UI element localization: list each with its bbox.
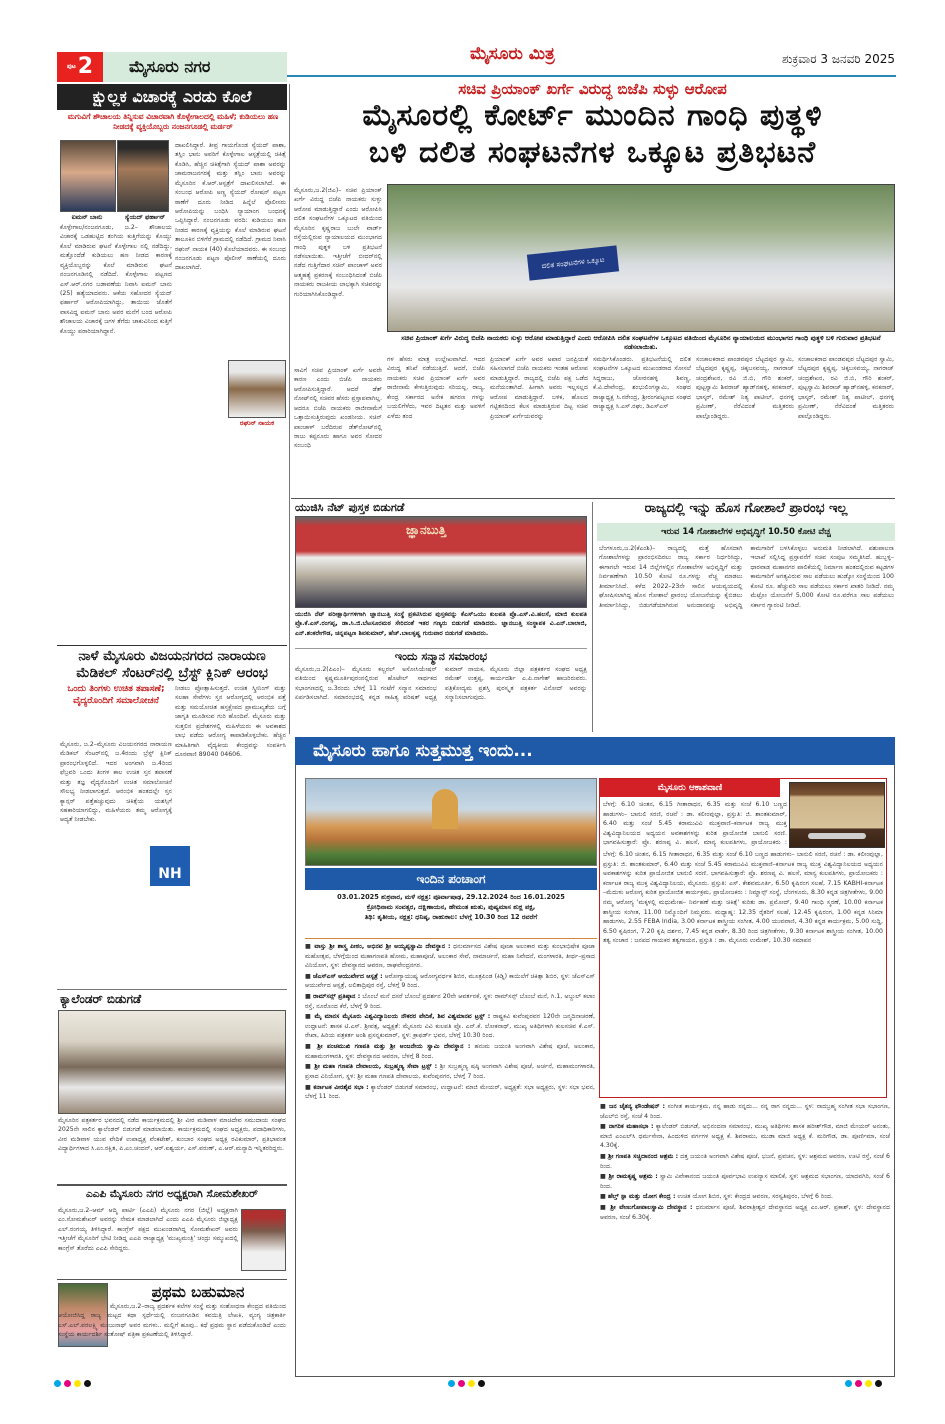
story-headline-first-prize: ಪ್ರಥಮ ಬಹುಮಾನ (151, 1283, 245, 1301)
protest-banner: ದಲಿತ ಸಂಘಟನೆಗಳ ಒಕ್ಕೂಟ (527, 245, 619, 280)
lead-story-body-col: ಸಂಚಾಲಕರಾದ ಪಾಂಡವಪುರ ಬೆಟ್ಟದಪುರ ಸ್ವಾಮಿ, ಬೆಟ್ಟದಪುರ ಕೃಷ್ಣಪ್ಪ, ಚಿಕ್ಕಬಸವಯ್ಯ, ನಾಗರಾಜ್ ಚಂದ್ರಶೇಖರ, ರವಿ ಜಿ.ಬಿ, ಗೌರಿ ಶಂಕರ್, ಪುಟ್ಟಸ್ವಾಮಿ ಶಿವರಾಜ್ ಹ್ಯಾಡ್‌ನಹಳ್ಳಿ, ಕನಕನಾರ್, ಭಾಸ್ಕರ್, ರಮೇಶ್ ನಿತ್ಯ ಪಾಟೀಲ್, ಧನಗಳ್ಳಿ ಪ್ರಮೀಣ್, ನೆರೆವಿದಂತೆ ಮತ್ತಿತರರು ಪಾಲ್ಗೊಂಡಿದ್ದರು. (798, 356, 894, 420)
photo-victim (60, 140, 116, 212)
akashvani-schedule-top: ಬೆಳಗ್ಗೆ: 6.10 ಚಿಂತನ, 6.15 ಗೀತಾರಾಧನ, 6.35 ಮತ್ತು ಸಂಜೆ 6.10 ಬಣ್ಣದ ಹಾಡುಗಳು– ಬಾನುಲಿ ಸರಣಿ, ರಚನೆ : ಡಾ. ಕಲೀಂವುಲ್ಲಾ, ಪ್ರಸ್ತುತಿ: ಜಿ. ಶಾಂತಕುಮಾರ್, 6.40 ಮತ್ತು ಸಂಜೆ 5.45 ಕರಾಮುವಿವಿ ಮುಕ್ತವಾಣಿ–ಕರ್ನಾಟಕ ರಾಜ್ಯ ಮುಕ್ತ ವಿಶ್ವವಿದ್ಯಾನಿಲಯದ ಅಧ್ಯಯನ ಅವಕಾಶಗಳನ್ನು ಕುರಿತ ಪ್ರಾಯೋಜಿತ ಬಾನುಲಿ ಸರಣಿ. ಭಾಗವಹಿಸುತ್ತಾರೆ: ಪ್ರೊ. ಶರಣಪ್ಪ ವಿ. ಹಲಸೆ, ಮಾನ್ಯ ಕುಲಪತಿಗಳು, ಪ್ರಾಯೋಜಕರು : (603, 801, 787, 847)
lead-story-headline (290, 98, 895, 171)
photo-caption: ಯುಜಿಸಿ ನೆಟ್ ಪರೀಕ್ಷಾರ್ಥಿಗಳಿಗಾಗಿ ಜ್ಞಾನಬುತ್ತಿ ಸಂಸ್ಥೆ ಪ್ರಕಟಿಸಿರುವ ಪುಸ್ತಕವನ್ನು ಕೆಎಸ್‌ಒಯು ಕುಲಪತಿ ಪ್ರೊ.ಎಸ್.ವಿ.ಹಲಸೆ, ಮಾಜಿ ಕುಲಪತಿ ಪ್ರೊ.ಕೆ.ಎಸ್.ರಂಗಪ್ಪ, ಡಾ.ಸಿ.ಜಿ.ಬೆಟಸೂರಮಠ ಸೇರಿದಂತೆ ಇತರ ಗಣ್ಯರು ಬಿಡುಗಡೆ ಮಾಡಿದರು. ಜ್ಞಾನಬುತ್ತಿ ಸಂಸ್ಥಾಪಕ ವಿ.ಎನ್.ಬಾಲಾಜಿ, ಎನ್.ಶಂಕರೇಗೌಡ, ಚನ್ನಪಟ್ಟಣ ಶಿವಕುಮಾರ್, ಹೆಚ್.ಬಾಲಕೃಷ್ಣ ಗುರುವಾರ ಬಿಡುಗಡೆ ಮಾಡಿದರು. (295, 611, 587, 637)
panchanga-line: ಕ್ರೋಧಿನಾಮ ಸಂವತ್ಸರ, ದಕ್ಷಿಣಾಯನ, ಹೇಮಂತ ಋತು, ಪುಷ್ಯಮಾಸ ಶುಕ್ಲ ಪಕ್ಷ, (366, 903, 536, 912)
cyan-dot-icon (448, 1380, 455, 1387)
story-divider (57, 645, 287, 646)
story-headline-calendar: ಕ್ಯಾಲೆಂಡರ್ ಬಿಡುಗಡೆ (60, 992, 142, 1006)
photo-caption: ರಘುನ್ ನಾಯಕ (239, 419, 275, 427)
black-dot-icon (84, 1380, 91, 1387)
black-dot-icon (478, 1380, 485, 1387)
today-section-title: ಮೈಸೂರು ಹಾಗೂ ಸುತ್ತಮುತ್ತ ಇಂದು... (295, 737, 895, 765)
events-list-left (305, 942, 595, 1374)
event-item: ■ ಶ್ರೀ ವೇಣುಗೋಪಾಲಸ್ವಾಮಿ ದೇವಸ್ಥಾನ : ಧನುರ್ಮಾಸ ಪೂಜೆ, ಶಿವರಾತ್ರೀಶ್ವರ ದೇವಸ್ಥಾನದ ಅಧ್ಯಕ್ಷ ಎಂ.ಆರ್. ಪ್ರಕಾಶ್, ಸ್ಥಳ: ದೇವಸ್ಥಾನದ ಆವರಣ, ಸಂಜೆ 6.30ಕ್ಕೆ. (600, 1204, 890, 1221)
story-body: ನೀಡಲು ಪ್ರೋತ್ಸಾಹಿಸುತ್ತದೆ. ಉಚಿತ ಸ್ಕ್ರೀನಿಂಗ್ ಮತ್ತು ಸಲಹಾ ಸೇವೆಗಳು ಸ್ತನ ಆರೋಗ್ಯದಲ್ಲಿ ಆರಂಭಿಕ ಪತ್ತೆ ಮತ್ತು ಸಮಯೋಚಿತ ಹಸ್ತಕ್ಷೇಪದ ಪ್ರಾಮುಖ್ಯತೆಯ ಬಗ್ಗೆ ಜಾಗೃತಿ ಮೂಡಿಸುವ ಗುರಿ ಹೊಂದಿವೆ. ಮೈಸೂರು ಮತ್ತು ಸುತ್ತಲಿನ ಪ್ರದೇಶಗಳಲ್ಲಿ ಮಹಿಳೆಯರು ಈ ಅವಕಾಶದ ಲಾಭ ಪಡೆದು ಆರೋಗ್ಯ ಕಾಪಾಡಿಕೊಳ್ಳಬೇಕು. ಹೆಚ್ಚಿನ ಮಾಹಿತಿಗಾಗಿ ವೈದ್ಯಕೀಯ ಕೇಂದ್ರವನ್ನು ಸಂಪರ್ಕಿಸಿ ದೂರವಾಣಿ 89040 04606. (175, 685, 286, 758)
story-headline-goshala: ರಾಜ್ಯದಲ್ಲಿ ಇನ್ನು ಹೊಸ ಗೋಶಾಲೆ ಪ್ರಾರಂಭ ಇಲ್ಲ (644, 501, 848, 516)
panchanga-title: ಇಂದಿನ ಪಂಚಾಂಗ (305, 868, 597, 890)
magenta-dot-icon (64, 1380, 71, 1387)
akashvani-title: ಮೈಸೂರು ಆಕಾಶವಾಣಿ (600, 779, 780, 797)
newspaper-logo: ಮೈಸೂರು ಮಿತ್ರ (470, 44, 555, 64)
akashvani-schedule: ಬೆಳಗ್ಗೆ: 6.10 ಚಿಂತನ, 6.15 ಗೀತಾರಾಧನ, 6.35 ಮತ್ತು ಸಂಜೆ 6.10 ಬಣ್ಣದ ಹಾಡುಗಳು– ಬಾನುಲಿ ಸರಣಿ, ರಚನೆ : ಡಾ. ಕಲೀಂವುಲ್ಲಾ, ಪ್ರಸ್ತುತಿ: ಜಿ. ಶಾಂತಕುಮಾರ್, 6.40 ಮತ್ತು ಸಂಜೆ 5.45 ಕರಾಮುವಿವಿ ಮುಕ್ತವಾಣಿ–ಕರ್ನಾಟಕ ರಾಜ್ಯ ಮುಕ್ತ ವಿಶ್ವವಿದ್ಯಾನಿಲಯದ ಅಧ್ಯಯನ ಅವಕಾಶಗಳನ್ನು ಕುರಿತ ಪ್ರಾಯೋಜಿತ ಬಾನುಲಿ ಸರಣಿ. ಭಾಗವಹಿಸುತ್ತಾರೆ: ಪ್ರೊ. ಶರಣಪ್ಪ ವಿ. ಹಲಸೆ, ಮಾನ್ಯ ಕುಲಪತಿಗಳು, ಪ್ರಾಯೋಜಕರು : ಕರ್ನಾಟಕ ರಾಜ್ಯ ಮುಕ್ತ ವಿಶ್ವವಿದ್ಯಾನಿಲಯ, ಮೈಸೂರು. ಪ್ರಸ್ತುತಿ: ಎಸ್. ಕೇಶವಮೂರ್ತಿ, 6.50 ಕೃಷಿರಂಗ ಸಲಹೆ, 7.15 KABHI-ಕರ್ನಾಟಕ –ಮೆದುಳು ಆರೋಗ್ಯ ಕುರಿತ ಪ್ರಾಯೋಜಿತ ಕಾರ್ಯಕ್ರಮ, ಪ್ರಾಯೋಜಕರು : ನಿಮ್ಹಾನ್ಸ್ ಸಂಸ್ಥೆ, ಬೆಂಗಳೂರು, 8.30 ಕನ್ನಡ ಚಿತ್ರಗೀತೆಗಳು, 9.00 ನಮ್ಮ ಆರೋಗ್ಯ 'ಮಕ್ಕಳಲ್ಲಿ ಮಧುಮೇಹ– ನಿರ್ವಹಣೆ ಮತ್ತು ಚಿಕಿತ್ಸೆ' ಕುರಿತು ಡಾ. ಪ್ರಮೋದ್, 9.40 ಗಾಂಧಿ ಸ್ಮರಣೆ, 10.00 ಕರ್ನಾಟಕ ಶಾಸ್ತ್ರೀಯ ಸಂಗೀತ, 11.00 ನಿಮ್ಮೊಂದಿಗೆ ನಿಮ್ಮವರು. ಮಧ್ಯಾಹ್ನ: 12.35 ರೈತರಿಗೆ ಸಲಹೆ, 12.45 ಕೃಷಿರಂಗ, 1.00 ಕನ್ನಡ ಸಿನಿಮಾ ಹಾಡುಗಳು, 2.55 FEBA India, 3.00 ಕರ್ನಾಟಕ ಶಾಸ್ತ್ರೀಯ ಸಂಗೀತ, 4.00 ಯುವವಾಣಿ, 4.30 ಕನ್ನಡ ಕಾರ್ಯಕ್ರಮ, 5.00 ಸುದ್ದಿ, 6.50 ಕೃಷಿರಂಗ, 7.20 ಕೃಷಿ ದರ್ಶನ, 7.45 ಕನ್ನಡ ವಾರ್ತೆ, 8.30 ರಿಂದ ಚಿತ್ರಗೀತೆಗಳು, 9.30 ಕರ್ನಾಟಕ ಶಾಸ್ತ್ರೀಯ ಸಂಗೀತ, 10.00 ತತ್ವ ಸಂಚಾರ : ಜನಪದ ಗಾಯಕರ ತತ್ವಗಾಯನ, ಪ್ರಸ್ತುತಿ : ಡಾ. ಮೈಸೂರು ಉಮೇಶ್, 10.30 ಸಮಾಪನ (603, 851, 883, 945)
photo-accused (117, 140, 169, 212)
lead-story-body-col: ಗಳ ಹೆಸರು ಮಾತ್ರ ಉಲ್ಲೇಖವಾಗಿದೆ. ಇದರ ವಿರುದ್ಧ ತನಿಖೆ ನಡೆಯುತ್ತಿದೆ. ಆದರೆ, ಬಿಜೆಪಿ ನಾಯಕರು ಸಚಿವ ಪ್ರಿಯಾಂಕ್ ಖರ್ಗೆ ಅವರ ರಾಜೀನಾಮೆ ಕೇಳುತ್ತಿರುವುದು ಸರಿಯಲ್ಲ. ರಾಜ್ಯ, ಕೇಂದ್ರ ಸರ್ಕಾರದ ಅನೇಕ ಹಗರಣ ಗಳನ್ನು ಬಯಲಿಗೆಳೆದು, ಇವರ ದಿಟ್ಟತನ ಮತ್ತು ಅವಳಿಗೆ ಎಳೆದು ತಂದ (387, 356, 485, 420)
registration-marks (845, 1380, 882, 1387)
photo-somashekar (241, 1209, 286, 1271)
photo-mysore-palace (305, 778, 597, 866)
story-divider (295, 648, 587, 649)
lead-story-body-col: ಸಾವಿಗೆ ಸಚಿವ ಪ್ರಿಯಾಂಕ್ ಖರ್ಗೆ ಅವರೇ ಕಾರಣ ಎಂದು ಬಿಜೆಪಿ ನಾಯಕರು ಆರೋಪಿಸುತ್ತಿದ್ದಾರೆ. ಆದರೆ ಡೆತ್ ನೋಟ್‌ನಲ್ಲಿ ಸಚಿವರ ಹೆಸರು ಪ್ರಸ್ತಾಪವಾಗಿಲ್ಲ. ಆದರೂ ಬಿಜೆಪಿ ನಾಯಕರು ರಾಜೀನಾಮೆಗೆ ಒತ್ತಾಯಿಸುತ್ತಿರುವುದು ಖಂಡನೀಯ. ಸಚಿನ್ ಪಾಂಚಾಳ್ ಬರೆದಿರುವ ಡೆತ್‌ನೋಟ್‌ನಲ್ಲಿ ರಾಜು ಕಪ್ಪನೂರು ಹಾಗೂ ಅವರ ಸೋದರ ಸಂಬಂಧಿ (294, 367, 382, 450)
photo-caption: ಐಮನ್ ಬಾನು (71, 213, 103, 221)
magenta-dot-icon (855, 1380, 862, 1387)
panchanga-line: ತಿಥಿ: ತೃತೀಯ, ನಕ್ಷತ್ರ: ಧನಿಷ್ಠ, ರಾಹುಕಾಲ: ಬೆಳಗ್ಗೆ 10.30 ರಿಂದ 12 ರವರೆಗೆ (364, 913, 538, 922)
event-item: ■ ಮೈ ಮಾನಸ ಮೈಸೂರು ವಿಶ್ವವಿದ್ಯಾನಿಲಯ ನೌಕರರ ವೇದಿಕೆ, ಶಿವ ವಿಶ್ವಮಾನವ ಟ್ರಸ್ಟ್ : ರಾಷ್ಟ್ರಕವಿ ಕುವೆಂಪುರವರ 120ನೇ ಜನ್ಮದಿನಾಚರಣೆ, ಉದ್ಘಾಟನೆ: ಶಾಸಕ ಟಿ.ಎಸ್. ಶ್ರೀವತ್ಸ, ಅಧ್ಯಕ್ಷತೆ: ಮೈಸೂರು ವಿವಿ ಕುಲಪತಿ ಪ್ರೊ. ಎನ್.ಕೆ. ಲೋಕನಾಥ್, ಮುಖ್ಯ ಅತಿಥಿಗಳಾಗಿ ಕುಲಸಚಿವ ಕೆ.ಎಸ್. ರೇಖಾ, ಹಿರಿಯ ಪತ್ರಕರ್ತ ಅಂಶಿ ಪ್ರಸನ್ನಕುಮಾರ್, ಸ್ಥಳ: ಕ್ರಾಫರ್ಡ್ ಭವನ, ಬೆಳಗ್ಗೆ 10.30 ರಿಂದ. (305, 1013, 595, 1040)
headline-line-1: ಮೈಸೂರಲ್ಲಿ ಕೋರ್ಟ್ ಮುಂದಿನ ಗಾಂಧಿ ಪುತ್ಥಳಿ (362, 98, 823, 133)
events-list-right (600, 1102, 890, 1374)
photo-calendar-release (58, 1010, 286, 1114)
story-body: ಕೊಳ್ಳೇಗಾಲ/ನಂಜನಗೂಡು, ಜ.2– ಶೌಚಾಲಯ ವಿಚಾರಕ್ಕೆ ಒಡಹುಟ್ಟಿದ ತಂಗಿಯ ಕುತ್ತಿಗೆಯನ್ನು ಕೊಯ್ದು ಕೊಲೆ ಮಾಡಿರುವ ಘಟನೆ ಕೊಳ್ಳೇಗಾಲ ನಲ್ಲಿ ನಡೆದಿದ್ದು, ಮತ್ತೊಂದೆಡೆ ಕುಡಿಯಲು ಹಣ ನೀಡದ ಕಾರಣಕ್ಕೆ ವ್ಯಕ್ತಿಯೊಬ್ಬರನ್ನು ಕೊಲೆ ಮಾಡಿರುವ ಘಟನೆ ನಂಜನಗೂಡಿನಲ್ಲಿ ನಡೆದಿದೆ. ಕೊಳ್ಳೇಗಾಲ ಪಟ್ಟಣದ ಎಸ್.ಆರ್.ನಗರ ಬಡಾವಣೆಯ ನಿವಾಸಿ ಐಮನ್ ಬಾನು (25) ಹತ್ಯೆಯಾದವರು. ಆಕೆಯ ಸಹೋದರ ಸ್ಯೆಯದ್ ಫರ್ಹಾನ್ ಆರೋಪಿಯಾಗಿದ್ದು, ತಾಯಿಯ ಜೊತೆಗೆ ವಾಸವಿದ್ದ ಐಮನ್ ಬಾನು ಅವರ ಮನೆಗೆ ಬಂದ ಆರೋಪಿ ಶೌಚಾಲಯ ವಿಚಾರಕ್ಕೆ ಜಗಳ ತೆಗೆದು ಚಾಕುವಿನಿಂದ ಕುತ್ತಿಗೆ ಕೊಯ್ದು ಪರಾರಿಯಾಗಿದ್ದಾನೆ. (60, 224, 172, 335)
event-item: ■ ವಾಸ್ತು ಶ್ರೀ ಶಾಸ್ತ್ರ ಪೀಠಂ, ಅಭಿನವ ಶ್ರೀ ಅಯ್ಯಪ್ಪಸ್ವಾಮಿ ದೇವಸ್ಥಾನ : ಧನುರ್ಮಾಸದ ವಿಶೇಷ ಪೂಜಾ ಅಲಂಕಾರ ಮತ್ತು ಕುಂಭಾಭಿಷೇಕ ಪೂಜಾ ಮಹೋತ್ಸವ, ಬೆಳಗ್ಗೆಯಿಂದ ಮಹಾಗಣಪತಿ ಹೋಮ, ಮಹಾಪೂಜೆ, ಅಲಂಕಾರ ಸೇವೆ, ನಾಮಾರ್ಚನೆ, ಮಹಾ ನಿವೇದನೆ, ಮಂಗಳಾರತಿ, ತೀರ್ಥ–ಪ್ರಸಾದ ವಿನಿಯೋಗ, ಸ್ಥಳ: ದೇವಸ್ಥಾನದ ಆವರಣ, ರಾಘವೇಂದ್ರನಗರ. (305, 943, 595, 970)
photo-banner-text: ಜ್ಞಾನಬುತ್ತಿ (406, 523, 446, 537)
headline-line-2: ಬಳಿ ದಲಿತ ಸಂಘಟನೆಗಳ ಒಕ್ಕೂಟ ಪ್ರತಿಭಟನೆ (368, 134, 817, 170)
registration-marks (54, 1380, 91, 1387)
photo-protest (387, 184, 895, 332)
narayana-health-logo (150, 846, 190, 886)
story-divider (57, 1184, 287, 1186)
lead-story-intro: ಮೈಸೂರು,ಜ.2(ಜಿಎ)– ಸಚಿವ ಪ್ರಿಯಾಂಕ್ ಖರ್ಗೆ ವಿರುದ್ಧ ಬಿಜೆಪಿ ನಾಯಕರು ಸುಳ್ಳು ಆರೋಪ ಮಾಡುತ್ತಿದ್ದಾರೆ ಎಂದು ಆರೋಪಿಸಿ ದಲಿತ ಸಂಘಟನೆಗಳ ಒಕ್ಕೂಟದ ವತಿಯಿಂದ ಮೈಸೂರಿನ ಕೃಷ್ಣರಾಜ ಬುಲೇ ವಾರ್ಡ್ ರಸ್ತೆಯಲ್ಲಿರುವ ನ್ಯಾಯಾಲಯದ ಮುಂಭಾಗದ ಗಾಂಧಿ ಪುತ್ಥಳಿ ಬಳಿ ಪ್ರತಿಭಟನೆ ನಡೆಸಲಾಯಿತು. ಇತ್ತೀಚೆಗೆ ಬೀದರ್‌ನಲ್ಲಿ ನಡೆದ ಗುತ್ತಿಗೆದಾರ ಸಚಿನ್ ಪಾಂಚಾಳ್ ಅವರ ಆತ್ಮಹತ್ಯೆ ಪ್ರಕರಣಕ್ಕೆ ಸಂಬಂಧಿಸಿದಂತೆ ಬಿಜೆಪಿ ನಾಯಕರು ರಾಜಕೀಯ ಲಾಭಕ್ಕಾಗಿ ಸಚಿವರನ್ನು ಗುರಿಯಾಗಿಸಿಕೊಂಡಿದ್ದಾರೆ. (294, 187, 382, 298)
event-item: ■ ಶ್ರೀ ಮಹಾ ಗಣಪತಿ ದೇವಾಲಯ, ಸುಬ್ರಹ್ಮಣ್ಯ ಸೇವಾ ಟ್ರಸ್ಟ್ : ಶ್ರೀ ಸುಬ್ರಹ್ಮಣ್ಯ ಷಷ್ಠಿ ಅಂಗವಾಗಿ ವಿಶೇಷ ಪೂಜೆ, ಅರ್ಚನೆ, ಮಹಾಮಂಗಳಾರತಿ, ಪ್ರಸಾದ ವಿನಿಯೋಗ, ಸ್ಥಳ: ಶ್ರೀ ಮಹಾ ಗಣಪತಿ ದೇವಾಲಯ, ಕುವೆಂಪುನಗರ, ಬೆಳಗ್ಗೆ 7 ರಿಂದ. (305, 1063, 595, 1080)
cyan-dot-icon (845, 1380, 852, 1387)
event-item: ■ ಹೆಲ್ತ್ ಸ್ಪಾ ಮತ್ತು ಯೋಗ ಕೇಂದ್ರ : ಉಚಿತ ಯೋಗ ಶಿಬಿರ, ಸ್ಥಳ: ಕೇಂದ್ರದ ಆವರಣ, ಸರಸ್ವತಿಪುರಂ, ಬೆಳಗ್ಗೆ 6 ರಿಂದ. (600, 1193, 833, 1201)
column-divider (592, 502, 593, 732)
story-subhead-breast-clinic: ಒಂದು ತಿಂಗಳು ಉಚಿತ ತಪಾಸಣೆ; ವೈದ್ಯರೊಂದಿಗೆ ಸಮಾಲೋಚನೆ (67, 684, 165, 706)
registration-marks (448, 1380, 485, 1387)
event-item: ■ ನಾಗರಿಕ ಮಹಾಸಭಾ : ಕ್ಯಾಲೆಂಡರ್ ಬಿಡುಗಡೆ, ಅಭಿನಂದನಾ ಸಮಾರಂಭ, ಮುಖ್ಯ ಅತಿಥಿಗಳು ಶಾಸಕ ಹರೀಶ್‌ಗೌಡ, ಮಾಜಿ ಮೇಯರ್ ಅನಂತು, ಮಾಜಿ ಎಂಎಲ್‌ಸಿ ಧರ್ಮಸೇನಾ, ಹಿಂದುಳಿದ ವರ್ಗಗಳ ಅಧ್ಯಕ್ಷ ಕೆ. ಶಿವರಾಮು, ಮುಡಾ ಮಾಜಿ ಅಧ್ಯಕ್ಷ ಕೆ. ಮರಿಗೌಡ, ಡಾ. ಪೂರ್ಣಿಮಾ, ಸಂಜೆ 4.30ಕ್ಕೆ. (600, 1123, 890, 1150)
yellow-dot-icon (865, 1380, 872, 1387)
event-item: ■ ಶ್ರೀ ಗಣಪತಿ ಸಚ್ಚಿದಾನಂದ ಆಶ್ರಮ : ದತ್ತ ಜಯಂತಿ ಅಂಗವಾಗಿ ವಿಶೇಷ ಪೂಜೆ, ಭಜನೆ, ಪ್ರವಚನ, ಸ್ಥಳ: ಆಶ್ರಮದ ಆವರಣ, ಊಟಿ ರಸ್ತೆ, ಸಂಜೆ 6 ರಿಂದ. (600, 1153, 890, 1170)
story-body: ಮೈಸೂರು,ಜ.2–ಆಮ್ ಆದ್ಮಿ ಪಾರ್ಟಿ (ಎಎಪಿ) ಮೈಸೂರು ನಗರ (ಜಿಲ್ಲೆ) ಅಧ್ಯಕ್ಷರಾಗಿ ಎಂ.ಸೋಮಶೇಖರ್ ಅವರನ್ನು ನೇಮಕ ಮಾಡಲಾಗಿದೆ ಎಂದು ಎಎಪಿ ಮೈಸೂರು ಜಿಲ್ಲಾಧ್ಯಕ್ಷ ಎಲ್.ರಂಗಯ್ಯ ತಿಳಿಸಿದ್ದಾರೆ. ಕಾಂಗ್ರೆಸ್ ಪಕ್ಷದ ಮುಖಂಡರಾಗಿದ್ದ ಸೋಮಶೇಖರ್ ಅವರು ಇತ್ತೀಚೆಗೆ ಮೈಸೂರಿಗೆ ಭೇಟಿ ನೀಡಿದ್ದ ಎಎಪಿ ರಾಜ್ಯಾಧ್ಯಕ್ಷ 'ಮುಖ್ಯಮಂತ್ರಿ' ಚಂದ್ರು ಸಮ್ಮುಖದಲ್ಲಿ ಕಾಂಗ್ರೆಸ್ ತೊರೆದು ಎಎಪಿ ಸೇರಿದ್ದರು. (58, 1207, 238, 1252)
story-body: ಮೈಸೂರು,ಜ.2–ರಾಜ್ಯ ಪ್ರದರ್ಶಕ ಕಲೆಗಳ ಸಂಸ್ಥೆ ಮತ್ತು ಸಂಶೋಧನಾ ಕೇಂದ್ರದ ವತಿಯಿಂದ ಆಯೋಜಿಸಿದ್ದ ರಾಜ್ಯ ಮಟ್ಟದ ಕಥಾ ಸ್ಪರ್ಧೆಯಲ್ಲಿ ನಂಜನಗೂಡಿನ ಕವಯಿತ್ರಿ ಲೇಖಕಿ, ವ್ಯಂಗ್ಯ ಚಿತ್ರಕಾರ್ತಿ ಎಸ್.ಎಲ್.ವರಲಕ್ಷ್ಮಿ ಮಂಜುನಾಥ್ ಅವರ ಮಗಳು.. ಮಲ್ಲಿಗೆ ಹೂವು.. ಕಥೆ ಪ್ರಥಮ ಸ್ಥಾನ ಪಡೆದುಕೊಂಡಿದೆ ಎಂದು ಸಂಸ್ಥೆಯ ಕಾರ್ಯದರ್ಶಿ ಸಂತೋಷ್ ಪತ್ರಿಕಾ ಪ್ರಕಟಣೆಯಲ್ಲಿ ತಿಳಿಸಿದ್ದಾರೆ. (58, 1303, 286, 1339)
event-item: ■ ಜೆಎಸ್ಎಸ್ ಆಯುರ್ವೇದ ಆಸ್ಪತ್ರೆ : ಆರೋಗ್ಯಾಯುಷ್ಯ ಆರೋಗ್ಯವರ್ಧಕ ಶಿಬಿರ, ಮೂತ್ರಪಿಂಡ (ಕಿಡ್ನಿ) ಕಾಯಿಲೆಗೆ ಚಿಕಿತ್ಸಾ ಶಿಬಿರ, ಸ್ಥಳ: ಜೆಎಸ್ಎಸ್ ಆಯುರ್ವೇದ ಆಸ್ಪತ್ರೆ, ಲಲಿತಾದ್ರಿಪುರ ರಸ್ತೆ, ಬೆಳಗ್ಗೆ 9 ರಿಂದ. (305, 972, 595, 990)
story-body: ಬೆಂಗಳೂರು,ಜ.2(ಕೆಎಂಶಿ)– ರಾಜ್ಯದಲ್ಲಿ ಮತ್ತೆ ಹೊಸದಾಗಿ ಗೋಶಾಲೆಗಳನ್ನು ಪ್ರಾರಂಭಿಸದಿರಲು ರಾಜ್ಯ ಸರ್ಕಾರ ನಿರ್ಧರಿಸಿದ್ದು, ಈಗಾಗಲೇ ಇರುವ 14 ಜಿಲ್ಲೆಗಳಲ್ಲಿನ ಗೋಶಾಲೆಗಳ ಅಭಿವೃದ್ಧಿಗೆ ಮತ್ತು ನಿರ್ವಹಣೆಗಾಗಿ 10.50 ಕೋಟಿ ರೂ.ಗಳನ್ನು ವೆಚ್ಚ ಮಾಡಲು ತೀರ್ಮಾನಿಸಿದೆ. ಕಳೆದ 2022–23ನೇ ಸಾಲಿನ ಆಯವ್ಯಯದಲ್ಲಿ ಘೋಷಿಸಲಾಗಿದ್ದ ಹೊಸ ಗೋಶಾಲೆ ಪ್ರಾರಂಭ ಯೋಜನೆಯನ್ನು ಕೈಬಿಡಲು ತೀರ್ಮಾನಿಸಿದ್ದು, ಬಿಡುಗಡೆಯಾಗಿರುವ ಅನುದಾನವನ್ನು ಅಭಿವೃದ್ಧಿ ಕಾಮಗಾರಿಗೆ ಬಳಸಿಕೊಳ್ಳಲು ಅನುಮತಿ ನೀಡಲಾಗಿದೆ. ಪಶುಪಾಲನಾ ಇಲಾಖೆ ಸಲ್ಲಿಸಿದ್ದ ಪ್ರಸ್ತಾವನೆಗೆ ಸಚಿವ ಸಂಪುಟ ಸಮ್ಮತಿಸಿದೆ. ಹುಬ್ಬಳ್ಳಿ–ಧಾರವಾಡ ಮಹಾನಗರ ಪಾಲಿಕೆಯಲ್ಲಿ ನಿರ್ಮಾಣ ಹಂತದಲ್ಲಿರುವ ಕಟ್ಟಡಗಳ ಕಾಮಗಾರಿಗೆ ಅಗತ್ಯವಿರುವ ಸಾಲ ಪಡೆಯಲು ಹುಡ್ಕೋ ಸಂಸ್ಥೆಯಿಂದ 100 ಕೋಟಿ ರೂ. ಹೆಚ್ಚುವರಿ ಸಾಲ ಪಡೆಯಲು ಸರ್ಕಾರ ಖಾತರಿ ನೀಡಿದೆ. ನಮ್ಮ ಮೆಟ್ರೋ ಯೋಜನೆಗೆ 5,000 ಕೋಟಿ ರೂ.ವರೆಗೂ ಸಾಲ ಪಡೆಯಲು ಸರ್ಕಾರ ಗ್ಯಾರಂಟಿ ನೀಡಿದೆ. (599, 545, 894, 609)
story-body: ಮೈಸೂರು, ಜ.2–ಮೈಸೂರು ವಿಜಯನಗರದ ನಾರಾಯಣ ಮೆಡಿಕಲ್ ಸೆಂಟರ್‌ನಲ್ಲಿ ಜ.4ರಂದು ಬ್ರೆಸ್ಟ್ ಕ್ಲಿನಿಕ್ ಪ್ರಾರಂಭಗೊಳ್ಳಲಿದೆ. ಇದರ ಅಂಗವಾಗಿ ಜ.4ರಿಂದ ಫೆಬ್ರವರಿ ಒಂದು ತಿಂಗಳ ಕಾಲ ಉಚಿತ ಸ್ತನ ತಪಾಸಣೆ ಮತ್ತು ತಜ್ಞ ವೈದ್ಯರೊಂದಿಗೆ ಉಚಿತ ಸಮಾಲೋಚನೆ ಸೌಲಭ್ಯ ನೀಡಲಾಗುತ್ತದೆ. ಆರಂಭಿಕ ಹಂತದಲ್ಲೇ ಸ್ತನ ಕ್ಯಾನ್ಸರ್ ಪತ್ತೆಹಚ್ಚುವುದು ಚಿಕಿತ್ಸೆಯ ಯಶಸ್ಸಿಗೆ ಸಹಕಾರಿಯಾಗಲಿದ್ದು, ಮಹಿಳೆಯರು ತಮ್ಮ ಆರೋಗ್ಯಕ್ಕೆ ಆದ್ಯತೆ ನೀಡಬೇಕು. (60, 741, 172, 824)
lead-story-kicker: ಸಚಿವ ಪ್ರಿಯಾಂಕ್ ಖರ್ಗೆ ವಿರುದ್ಧ ಬಿಜೆಪಿ ಸುಳ್ಳು ಆರೋಪ (458, 80, 727, 98)
lead-story-body-col: ಸಂಚಾಲಕರಾದ ಪಾಂಡವಪುರ ಬೆಟ್ಟದಪುರ ಸ್ವಾಮಿ, ಬೆಟ್ಟದಪುರ ಕೃಷ್ಣಪ್ಪ, ಚಿಕ್ಕಬಸವಯ್ಯ, ನಾಗರಾಜ್ ಚಂದ್ರಶೇಖರ, ರವಿ ಜಿ.ಬಿ, ಗೌರಿ ಶಂಕರ್, ಪುಟ್ಟಸ್ವಾಮಿ ಶಿವರಾಜ್ ಹ್ಯಾಡ್‌ನಹಳ್ಳಿ, ಕನಕನಾರ್, ಭಾಸ್ಕರ್, ರಮೇಶ್ ನಿತ್ಯ ಪಾಟೀಲ್, ಧನಗಳ್ಳಿ ಪ್ರಮೀಣ್, ನೆರೆವಿದಂತೆ ಮತ್ತಿತರರು ಪಾಲ್ಗೊಂಡಿದ್ದರು. (696, 356, 794, 420)
column-divider (289, 84, 290, 734)
section-title: ಮೈಸೂರು ನಗರ (103, 52, 287, 82)
story-divider (57, 989, 287, 990)
story-headline-breast-clinic: ನಾಳೆ ಮೈಸೂರು ವಿಜಯನಗರದ ನಾರಾಯಣ ಮೆಡಿಕಲ್ ಸೆಂಟರ್‌ನಲ್ಲಿ ಬ್ರೆಸ್ಟ್ ಕ್ಲಿನಿಕ್ ಆರಂಭ (76, 648, 268, 681)
story-body: ಮೈಸೂರಿನ ಪತ್ರಕರ್ತರ ಭವನದಲ್ಲಿ ನಡೆದ ಕಾರ್ಯಕ್ರಮದಲ್ಲಿ ಶ್ರೀ ವೀರ ಮಡಿವಾಳ ಮಾಚಿದೇವ ಸಮುದಾಯ ಸಂಘದ 2025ನೇ ಸಾಲಿನ ಕ್ಯಾಲೆಂಡರ್ ಬಿಡುಗಡೆ ಮಾಡಲಾಯಿತು. ಕಾರ್ಯಕ್ರಮದಲ್ಲಿ ಸಂಘದ ಅಧ್ಯಕ್ಷರು, ಪದಾಧಿಕಾರಿಗಳು, ವೀರ ಮಡಿವಾಳ ಯುವ ವೇದಿಕೆ ಉಪಾಧ್ಯಕ್ಷ ವೆಂಕಟೇಶ್, ಕುಂಬಾರ ಸಂಘದ ಅಧ್ಯಕ್ಷ ರವಿಕುಮಾರ್, ಪ್ರತಿಭಾವಂತ ವಿದ್ಯಾರ್ಥಿಗಳಾದ ಸಿ.ಎಂ.ರಕ್ಷಿತ, ಪಿ.ಎಂ.ಚಂದನ್, ಆರ್.ಐಶ್ವರ್ಯ, ಎಸ್.ವರುಣ್, ಎ.ಆರ್.ಮನ್ಯಾದಿ ಇನ್ನಿತರರಿದ್ದರು. (58, 1117, 286, 1153)
radio-dial (808, 833, 866, 839)
event-item: ■ ಕರ್ನಾಟಕ ವೀರಶೈವ ಸಭಾ : ಕ್ಯಾಲೆಂಡರ್ ಬಿಡುಗಡೆ ಸಮಾರಂಭ, ಉದ್ಘಾಟನೆ: ಮಾಜಿ ಮೇಯರ್, ಅಧ್ಯಕ್ಷತೆ: ಸಭಾ ಅಧ್ಯಕ್ಷರು, ಸ್ಥಳ: ಸಭಾ ಭವನ, ಬೆಳಗ್ಗೆ 11 ರಿಂದ. (305, 1083, 595, 1101)
nh-logo-text: NH (158, 866, 182, 882)
page-number-badge (57, 52, 103, 82)
photo-book-release (295, 516, 587, 608)
page-label: ಪುಟ (66, 63, 76, 70)
black-dot-icon (875, 1380, 882, 1387)
lead-story-body-col: ಸಮರ್ಥಿಸಿಕೊಂಡರು. ಪ್ರತಿಭಟನೆಯಲ್ಲಿ ದಲಿತ ಸಂಘಟನೆಗಳ ಒಕ್ಕೂಟದ ಮುಖಂಡರಾದ ಸೋಸಲೆ ಸಿದ್ದರಾಜು, ಚೋರನಹಳ್ಳಿ ಶಿವಣ್ಣ, ಕೆ.ವಿ.ದೇವೇಂದ್ರ, ಶಂಭುಲಿಂಗಸ್ವಾಮಿ, ಸಂಘದ ರಾಜ್ಯಾಧ್ಯಕ್ಷ ಸಿ.ನರೇಂದ್ರ, ಶ್ರೀರಂಗಪಟ್ಟಣದ ಸಂಘದ ರಾಜ್ಯಾಧ್ಯಕ್ಷ ಸಿ.ಎಸ್.ರಘು, ಡಿಎಸ್‌ಎಸ್ (593, 356, 691, 411)
event-item: ■ ಜನ ಚೈತನ್ಯ ಫೌಂಡೇಷನ್ : ಸಂಗೀತ ಕಾರ್ಯಕ್ರಮ, ನನ್ನ ಹಾಡು ನನ್ನದು... ನನ್ನ ರಾಗ ನನ್ನದು... ಸ್ಥಳ: ನಾದಬ್ರಹ್ಮ ಸಂಗೀತ ಸಭಾ ಸಭಾಂಗಣ, ಜೆಎಲ್‌ಬಿ ರಸ್ತೆ, ಸಂಜೆ 4 ರಿಂದ. (600, 1103, 890, 1120)
photo-murder-victim-2 (228, 360, 286, 418)
masthead-rule (287, 75, 896, 77)
event-item: ■ ಶ್ರೀ ಪಂಚಮುಖಿ ಗಣಪತಿ ಮತ್ತು ಶ್ರೀ ಆಂಜನೇಯ ಸ್ವಾಮಿ ದೇವಸ್ಥಾನ : ಹನುಮ ಜಯಂತಿ ಅಂಗವಾಗಿ ವಿಶೇಷ ಪೂಜೆ, ಅಲಂಕಾರ, ಮಹಾಮಂಗಳಾರತಿ, ಸ್ಥಳ: ದೇವಸ್ಥಾನದ ಆವರಣ, ಬೆಳಗ್ಗೆ 8 ರಿಂದ. (305, 1043, 595, 1060)
cyan-dot-icon (54, 1380, 61, 1387)
story-subhead-double-murder: ಮಗುವಿಗೆ ಶೌಚಾಲಯ ತಿನ್ನಿಸುವ ವಿಚಾರವಾಗಿ ಕೊಳ್ಳೇಗಾಲದಲ್ಲಿ ಮಹಿಳೆ; ಕುಡಿಯಲು ಹಣ ನೀಡದಕ್ಕೆ ವ್ಯಕ್ತಿಯೊಬ್ಬರು ನಂಜನಗೂಡಲ್ಲಿ ಮರ್ಡರ್ (67, 112, 279, 132)
issue-date: ಶುಕ್ರವಾರ 3 ಜನವರಿ 2025 (782, 52, 895, 66)
story-divider (57, 1279, 287, 1280)
photo-caption: ಸ್ಯೆಯದ್ ಫರ್ಹಾನ್ (124, 213, 166, 221)
panchanga-line: 03.01.2025 ಶುಕ್ರವಾರ, ಮಳೆ ನಕ್ಷತ್ರ: ಪೂರ್ವಾಷಾಢ, 29.12.2024 ರಿಂದ 16.01.2025 (337, 893, 565, 901)
palace-dome (432, 789, 458, 829)
story-headline-aap: ಎಎಪಿ ಮೈಸೂರು ನಗರ ಅಧ್ಯಕ್ಷರಾಗಿ ಸೋಮಶೇಖರ್ (86, 1188, 258, 1200)
story-headline-felicitation: ಇಂದು ಸನ್ಮಾನ ಸಮಾರಂಭ (394, 650, 488, 663)
panchanga-rule (305, 938, 597, 939)
lead-story-body-col: ಪ್ರಿಯಾಂಕ್ ಖರ್ಗೆ ಅವರ ಅಪಾರ ಜನಪ್ರಿಯತೆ ಸಹಿಸಲಾಗದೆ ಬಿಜೆಪಿ ನಾಯಕರು ಇಂತಹ ಆರೋಪ ಮಾಡುತ್ತಿದ್ದಾರೆ. ರಾಜ್ಯದಲ್ಲಿ ಬಿಜೆಪಿ ಪಕ್ಷ ಒಡೆದ ಮನೆಯಂತಾಗಿದೆ. ಹೀಗಾಗಿ ಅವರು ಇಲ್ಲಸಲ್ಲದ ಆರೋಪ ಮಾಡುತ್ತಿದ್ದಾರೆ. ಬಳಿಕ, ಹೊಲದ ಗಟ್ಟಿತನದಿಂದ ಕೆಲಸ ಮಾಡುತ್ತಿರುವ ದಿಟ್ಟ ಸಚಿವ ಪ್ರಿಯಾಂಕ್ ಖರ್ಗೆಯವರನ್ನು (490, 356, 588, 420)
story-divider (291, 498, 895, 499)
photo-caption: ಸಚಿವ ಪ್ರಿಯಾಂಕ್ ಖರ್ಗೆ ವಿರುದ್ಧ ಬಿಜೆಪಿ ನಾಯಕರು ಸುಳ್ಳು ಆರೋಪ ಮಾಡುತ್ತಿದ್ದಾರೆ ಎಂದು ಆರೋಪಿಸಿ ದಲಿತ ಸಂಘಟನೆಗಳ ಒಕ್ಕೂಟದ ವತಿಯಿಂದ ಮೈಸೂರಿನ ನ್ಯಾಯಾಲಯದ ಮುಂಭಾಗದ ಗಾಂಧಿ ಪುತ್ಥಳಿ ಬಳಿ ಗುರುವಾರ ಪ್ರತಿಭಟನೆ ನಡೆಸಲಾಯಿತು. (401, 334, 881, 352)
panchanga-details (305, 892, 597, 923)
event-item: ■ ಶ್ರೀ ರಾಮಕೃಷ್ಣ ಆಶ್ರಮ : ಸ್ವಾಮಿ ವಿವೇಕಾನಂದ ಜಯಂತಿ ಪೂರ್ವಭಾವಿ ಉಪನ್ಯಾಸ ಮಾಲಿಕೆ, ಸ್ಥಳ: ಆಶ್ರಮದ ಸಭಾಂಗಣ, ಯಾದವಗಿರಿ, ಸಂಜೆ 6 ರಿಂದ. (600, 1173, 890, 1190)
story-body: ದಾಖಲಿಸಿದ್ದಾರೆ. ತೀವ್ರ ಗಾಯಗೊಂಡ ಸ್ಯೆಯದ್ ಪಾಶಾ, ತಸ್ಲಿಂ ಭಾನು ಅವರಿಗೆ ಕೊಳ್ಳೇಗಾಲ ಆಸ್ಪತ್ರೆಯಲ್ಲಿ ಚಿಕಿತ್ಸೆ ಕೊಡಿಸಿ, ಹೆಚ್ಚಿನ ಚಿಕಿತ್ಸೆಗಾಗಿ ಸ್ಯೆಯದ್ ಪಾಶಾ ಅವರನ್ನು ಚಾಮರಾಜನಗರಕ್ಕೆ ಮತ್ತು ತಸ್ಲಿಂ ಬಾನು ಅವರನ್ನು ಮೈಸೂರಿನ ಕೆ.ಆರ್.ಆಸ್ಪತ್ರೆಗೆ ದಾಖಲಿಸಲಾಗಿದೆ. ಈ ಸಂಬಂಧ ಆರೋಪಿ ಅಣ್ಣ ಸ್ಯೆಯದ್ ರೋಷನ್ ಪಟ್ಟಣ ಠಾಣೆಗೆ ದೂರು ನೀಡಿದ ಹಿನ್ನೆಲೆ ಪೊಲೀಸರು ಆರೋಪಿಯನ್ನು ಬಂಧಿಸಿ ನ್ಯಾಯಾಂಗ ಬಂಧನಕ್ಕೆ ಒಪ್ಪಿಸಿದ್ದಾರೆ. ನಂಜನಗೂಡು ವರದಿ: ಕುಡಿಯಲು ಹಣ ನೀಡದ ಕಾರಣಕ್ಕೆ ವ್ಯಕ್ತಿಯನ್ನು ಕೊಲೆ ಮಾಡಿರುವ ಘಟನೆ ತಾಲೂಕಿನ ಬಿಳಿಗೆರೆ ಗ್ರಾಮದಲ್ಲಿ ನಡೆದಿದೆ. ಗ್ರಾಮದ ನಿವಾಸಿ ರಘುನ್ ನಾಯಕ (40) ಕೊಲೆಯಾದವರು. ಈ ಸಂಬಂಧ ನಂಜನಗೂಡು ಪಟ್ಟಣ ಪೊಲೀಸ್ ಠಾಣೆಯಲ್ಲಿ ದೂರು ದಾಖಲಾಗಿದೆ. (175, 142, 286, 272)
story-subhead-goshala: ಇರುವ 14 ಗೋಶಾಲೆಗಳ ಅಭಿವೃದ್ಧಿಗೆ 10.50 ಕೋಟಿ ವೆಚ್ಚ (597, 523, 895, 541)
yellow-dot-icon (74, 1380, 81, 1387)
story-headline-ugc-net: ಯುಜಿಸಿ ನೆಟ್ ಪುಸ್ತಕ ಬಿಡುಗಡೆ (295, 501, 405, 514)
radio-icon (789, 782, 885, 848)
event-item: ■ ರಾಮ್‌ಸನ್ಸ್ ಪ್ರತಿಷ್ಠಾನ : ಬೊಂಬೆ ಮನೆ ದಸರೆ ಬೊಂಬೆ ಪ್ರದರ್ಶನ 20ನೇ ಆವರ್ತನಕೆ, ಸ್ಥಳ: ರಾಮ್‌ಸನ್ಸ್ ಬೊಂಬೆ ಮನೆ, ಗಿ.1, ಅಬ್ದುಲ್ ಕಲಾಂ ರಸ್ತೆ, ನೂರೊಂದ ಕೆರೆ, ಬೆಳಗ್ಗೆ 9 ರಿಂದ. (305, 993, 595, 1010)
story-body: ಮೈಸೂರು,ಜ.2(ಪಿಎಂ)– ಮೈಸೂರು ಕಲ್ಚರಲ್ ಅಸೋಸಿಯೇಷನ್ ವತಿಯಿಂದ ಕೃಷ್ಣಮೂರ್ತಿಪುರಂನಲ್ಲಿರುವ ಹೊಟೇಲ್ ಸಾರ್ಥಕದ ಸಭಾಂಗಣದಲ್ಲಿ ಜ.3ರಂದು ಬೆಳಿಗ್ಗೆ 11 ಗಂಟೆಗೆ ಸನ್ಮಾನ ಸಮಾರಂಭ ಏರ್ಪಡಿಸಲಾಗಿದೆ. ಸಮಾರಂಭದಲ್ಲಿ ಕನ್ನಡ ಸಾಹಿತ್ಯ ಪರಿಷತ್ ಅಧ್ಯಕ್ಷ ಕುಮಾರ್ ನಾಯಕ, ಮೈಸೂರು ಜಿಲ್ಲಾ ಪತ್ರಕರ್ತರ ಸಂಘದ ಅಧ್ಯಕ್ಷ ರಮೇಶ್ ಉತ್ತಪ್ಪ, ಕಾರ್ಯದರ್ಶಿ ಎ.ಪಿ.ನಾಗೇಶ್ ಹಾಜರಿರುವರು. ಪತ್ರಿಕೋದ್ಯಮ ಪ್ರಶಸ್ತಿ ಪುರಸ್ಕೃತ ಪತ್ರಕರ್ತ ವಿನೋದ್ ಅವರನ್ನು ಸನ್ಮಾನಿಸಲಾಗುವುದು. (295, 666, 587, 702)
yellow-dot-icon (468, 1380, 475, 1387)
story-headline-double-murder: ಕ್ಷುಲ್ಲಕ ವಿಚಾರಕ್ಕೆ ಎರಡು ಕೊಲೆ (57, 84, 287, 110)
magenta-dot-icon (458, 1380, 465, 1387)
page-number: 2 (77, 54, 94, 79)
